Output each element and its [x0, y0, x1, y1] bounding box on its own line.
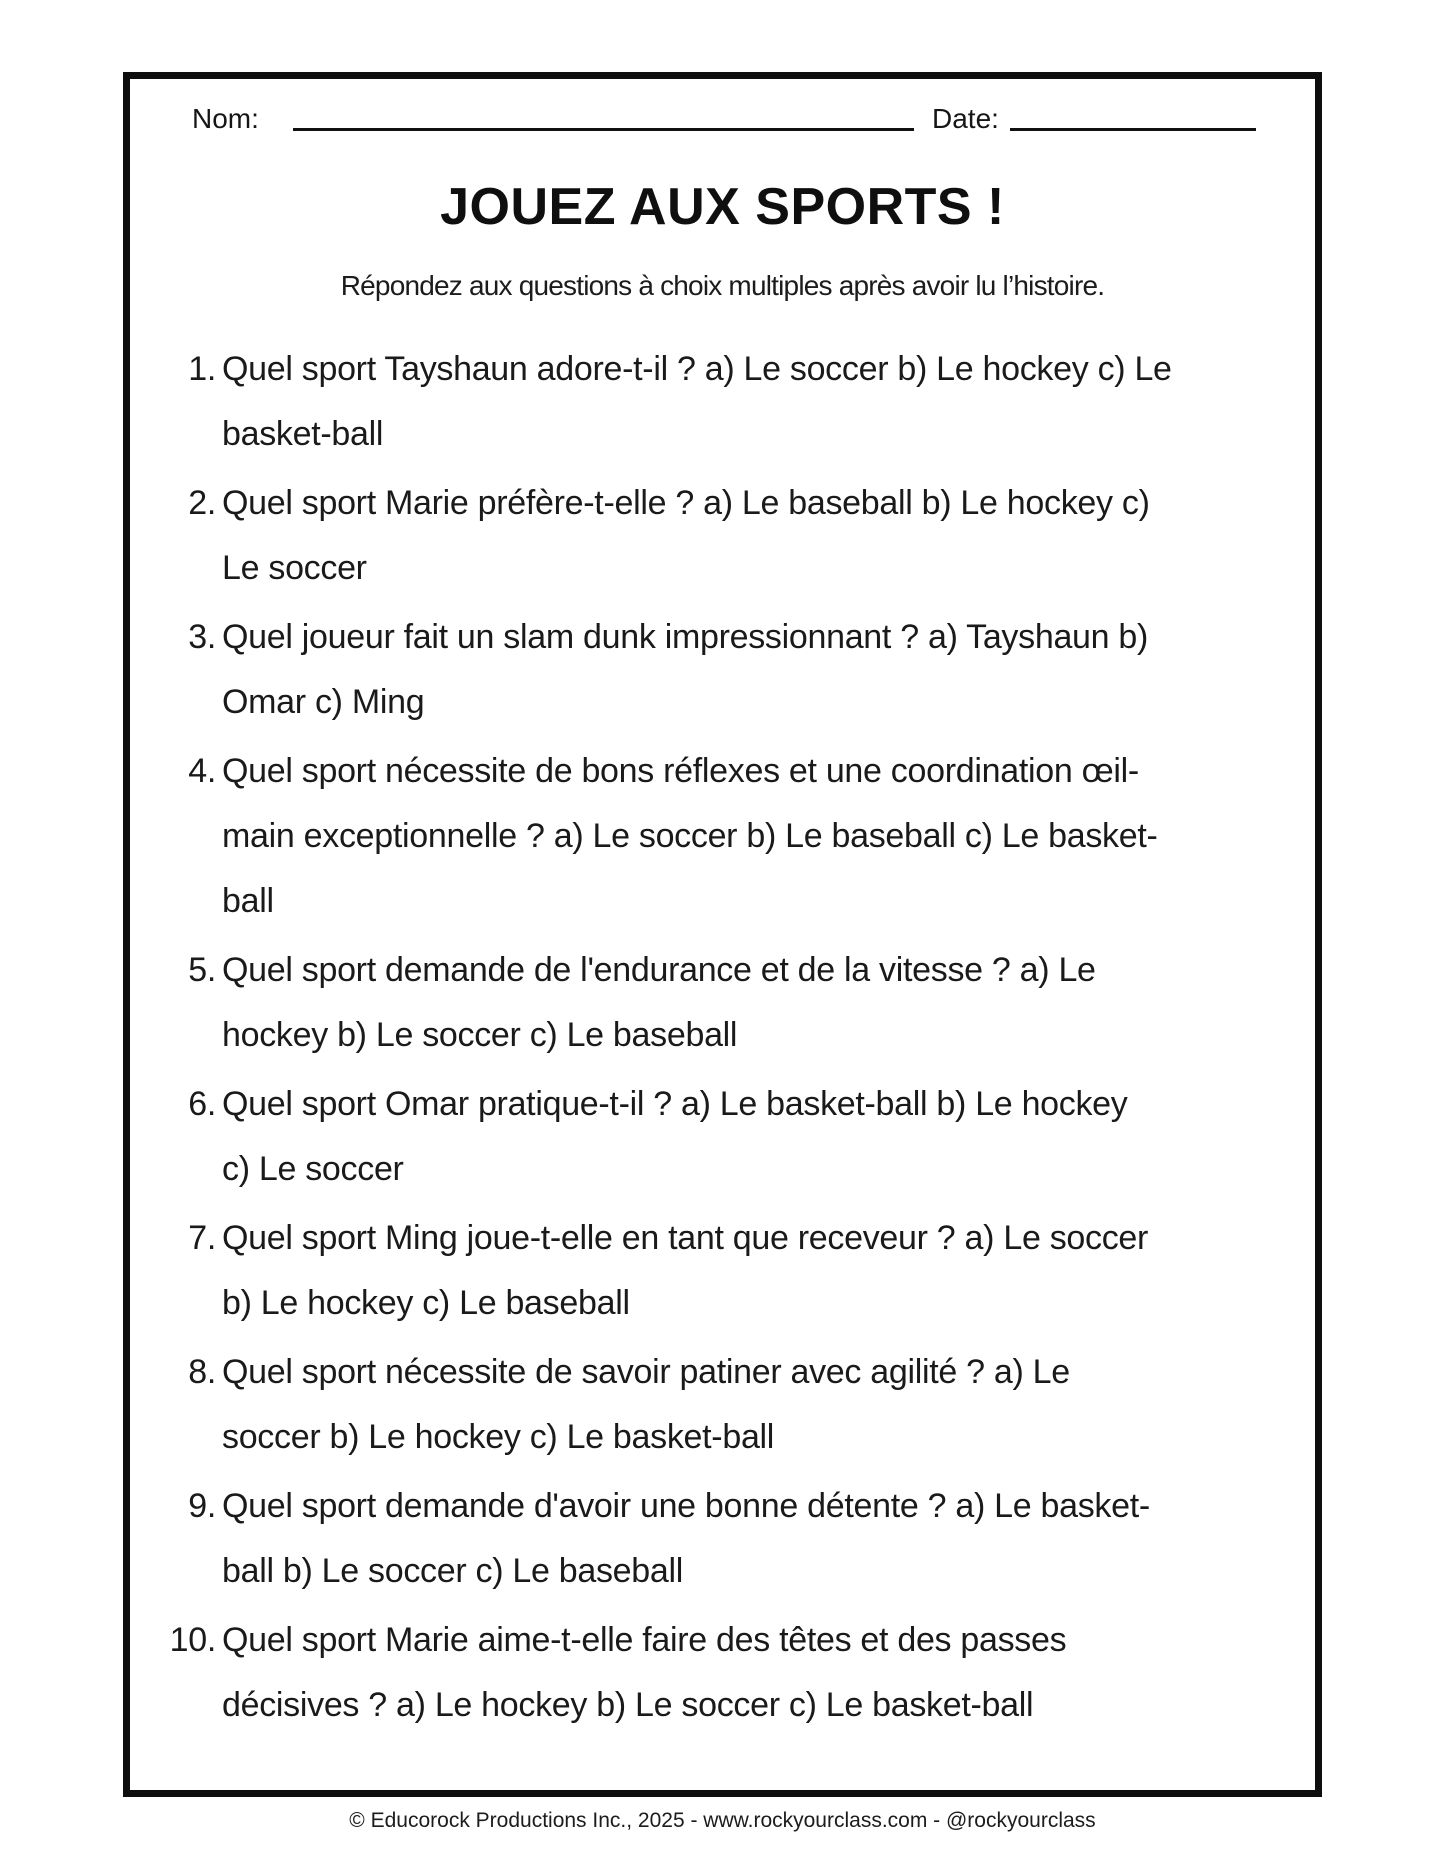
- question-item: [126, 938, 1312, 1068]
- footer-credit: © Educorock Productions Inc., 2025 - www.rockyourclass.com - @rockyourclass: [349, 1809, 1096, 1832]
- question-number: 3.: [188, 618, 216, 656]
- date-label: Date:: [932, 103, 999, 134]
- question-number: 10.: [169, 1621, 216, 1659]
- question-text: Quel sport nécessite de bons réflexes et une coordination œil- main exceptionnelle ? a) Le soccer b) Le baseball c) Le basket- ball: [222, 752, 1158, 920]
- question-text: Quel sport Omar pratique-t-il ? a) Le basket-ball b) Le hockey c) Le soccer: [222, 1085, 1128, 1188]
- question-item: [126, 1608, 1312, 1738]
- question-text: Quel sport demande d'avoir une bonne détente ? a) Le basket- ball b) Le soccer c) Le baseball: [222, 1487, 1150, 1590]
- question-number: 9.: [188, 1487, 216, 1525]
- question-text: Quel sport nécessite de savoir patiner avec agilité ? a) Le soccer b) Le hockey c) Le basket-ball: [222, 1353, 1070, 1456]
- question-number: 2.: [188, 484, 216, 522]
- name-blank-line: [293, 128, 914, 131]
- question-item: [126, 605, 1312, 735]
- question-item: [126, 1474, 1312, 1604]
- question-number: 5.: [188, 951, 216, 989]
- question-item: [126, 337, 1312, 467]
- question-text: Quel sport Marie aime-t-elle faire des têtes et des passes décisives ? a) Le hockey b) Le soccer c) Le basket-ball: [222, 1621, 1067, 1724]
- question-text: Quel joueur fait un slam dunk impressionnant ? a) Tayshaun b) Omar c) Ming: [222, 618, 1149, 721]
- question-item: [126, 1206, 1312, 1336]
- question-item: [126, 471, 1312, 601]
- name-label: Nom:: [192, 103, 259, 134]
- questions-list: [126, 337, 1312, 1742]
- question-text: Quel sport demande de l'endurance et de la vitesse ? a) Le hockey b) Le soccer c) Le baseball: [222, 951, 1096, 1054]
- question-number: 8.: [188, 1353, 216, 1391]
- date-blank-line: [1010, 128, 1256, 131]
- question-number: 1.: [188, 350, 216, 388]
- question-number: 7.: [188, 1219, 216, 1257]
- worksheet-instructions: Répondez aux questions à choix multiples après avoir lu l’histoire.: [340, 270, 1105, 301]
- question-text: Quel sport Ming joue-t-elle en tant que receveur ? a) Le soccer b) Le hockey c) Le baseball: [222, 1219, 1149, 1322]
- worksheet-title: JOUEZ AUX SPORTS !: [440, 178, 1005, 236]
- question-text: Quel sport Tayshaun adore-t-il ? a) Le soccer b) Le hockey c) Le basket-ball: [222, 350, 1172, 453]
- question-item: [126, 739, 1312, 934]
- question-item: [126, 1072, 1312, 1202]
- question-number: 4.: [188, 752, 216, 790]
- question-text: Quel sport Marie préfère-t-elle ? a) Le baseball b) Le hockey c) Le soccer: [222, 484, 1150, 587]
- question-number: 6.: [188, 1085, 216, 1123]
- question-item: [126, 1340, 1312, 1470]
